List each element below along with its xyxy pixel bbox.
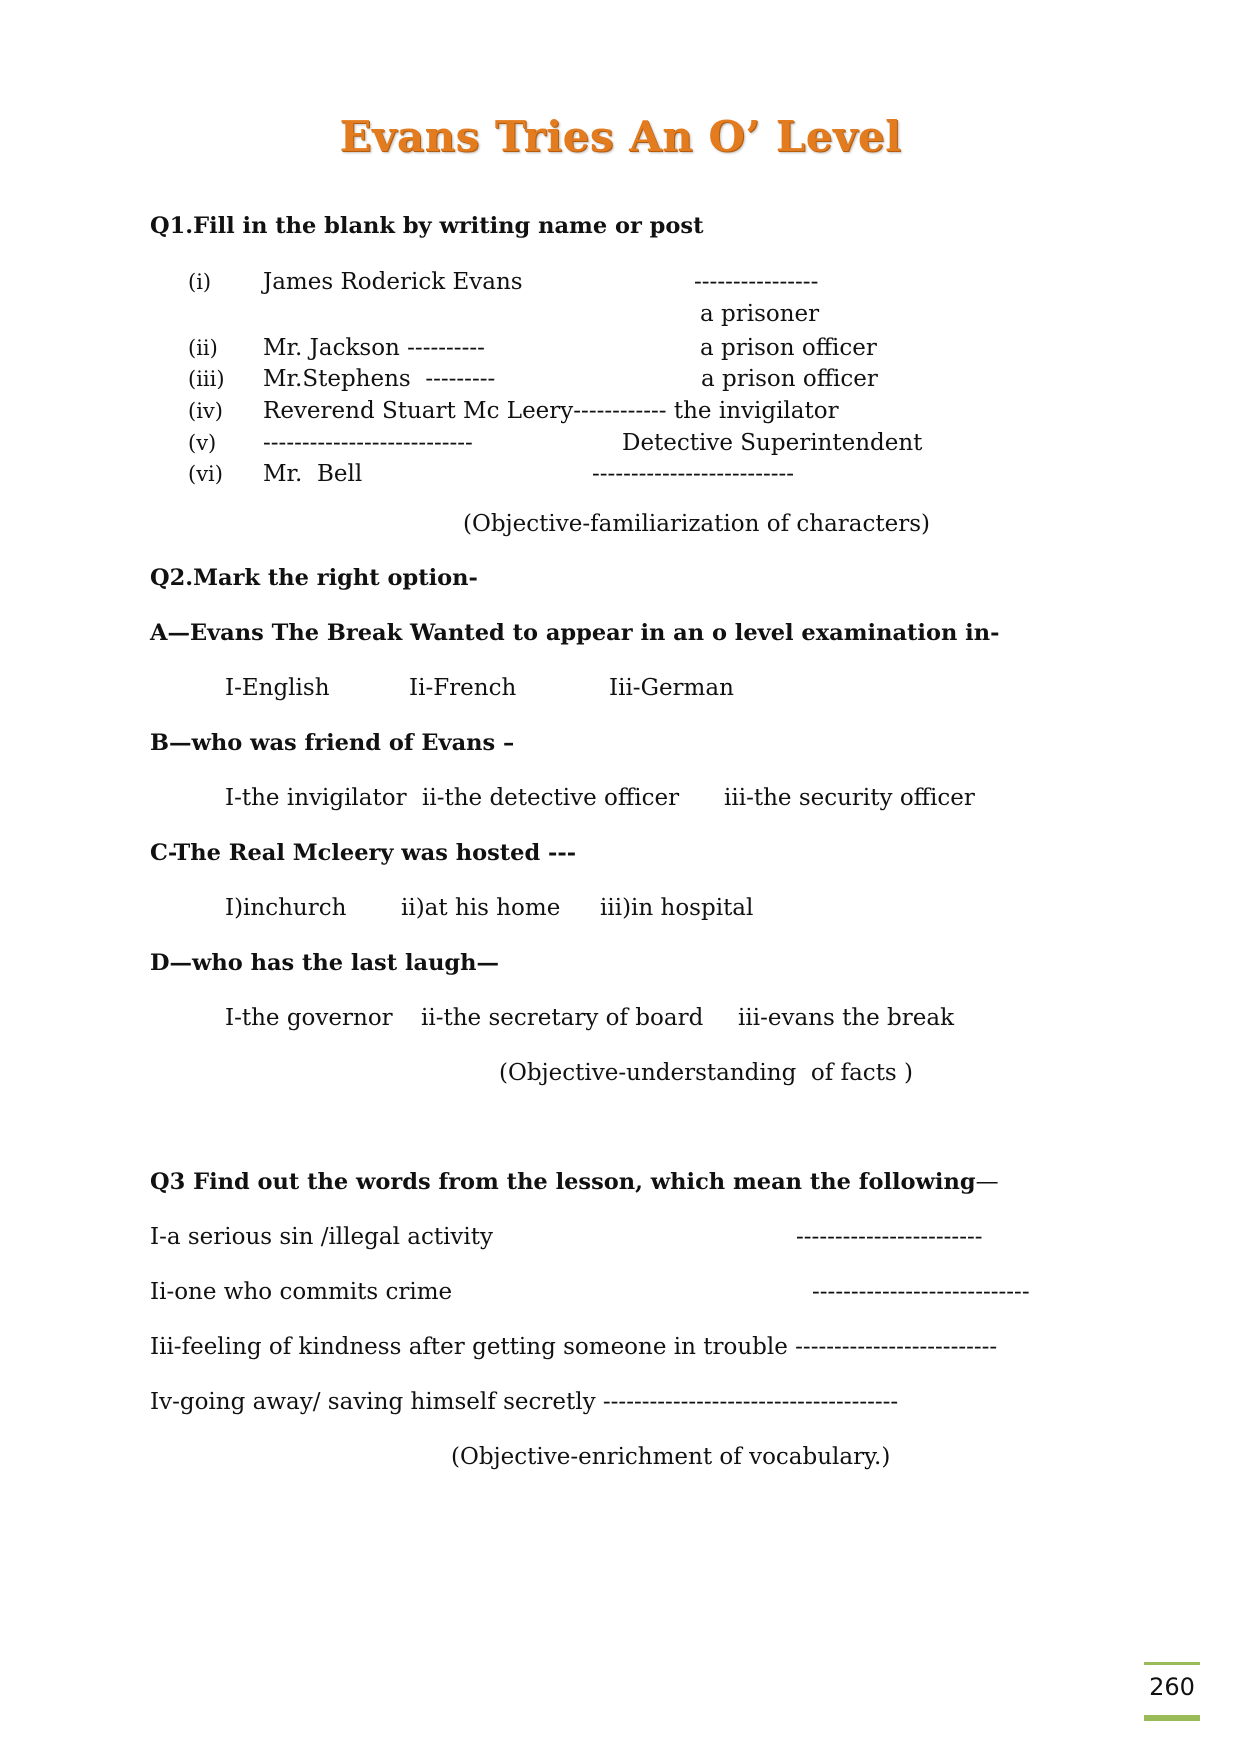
q2-c-option-1: I)inchurch (225, 895, 347, 921)
q2-question-c: C-The Real Mcleery was hosted --- (150, 840, 577, 866)
q3-item-text: Iv-going away/ saving himself secretly -------------------------------------- (150, 1389, 899, 1415)
q2-a-option-3: Iii-German (609, 675, 734, 701)
page-title: Evans Tries An O’ Level (339, 112, 902, 161)
q2-objective: (Objective-understanding of facts ) (499, 1060, 914, 1086)
q3-item-text: Iii-feeling of kindness after getting someone in trouble -------------------------- (150, 1334, 998, 1360)
q3-item-text: I-a serious sin /illegal activity (150, 1224, 494, 1250)
q1-heading: Q1.Fill in the blank by writing name or post (150, 213, 704, 239)
q1-row-left: Mr. Bell (263, 461, 363, 487)
q1-row-num: (v) (188, 431, 217, 455)
q1-row-left: Mr.Stephens --------- (263, 366, 496, 392)
q3-heading-dash: — (975, 1169, 999, 1195)
q2-d-option-1: I-the governor (225, 1005, 393, 1031)
q2-heading: Q2.Mark the right option- (150, 565, 478, 591)
q2-b-option-3: iii-the security officer (724, 785, 975, 811)
q2-question-d: D—who has the last laugh— (150, 950, 500, 976)
q1-row-num: (iv) (188, 399, 223, 423)
q2-b-option-1: I-the invigilator (225, 785, 407, 811)
q1-row-right: a prisoner (700, 301, 820, 327)
q1-row-num: (vi) (188, 462, 223, 486)
q3-item-text: Ii-one who commits crime (150, 1279, 453, 1305)
q1-row-right: Detective Superintendent (622, 430, 923, 456)
q2-b-option-2: ii-the detective officer (422, 785, 680, 811)
q3-objective: (Objective-enrichment of vocabulary.) (451, 1444, 891, 1470)
q1-row-left: Reverend Stuart Mc Leery------------ the invigilator (263, 398, 839, 424)
q2-question-b: B—who was friend of Evans – (150, 730, 515, 756)
q2-a-option-1: I-English (225, 675, 330, 701)
q1-row-right: a prison officer (701, 366, 878, 392)
q1-row-right: a prison officer (700, 335, 877, 361)
q2-c-option-3: iii)in hospital (600, 895, 754, 921)
q3-heading: Q3 Find out the words from the lesson, which mean the following (150, 1169, 976, 1195)
q1-row-num: (iii) (188, 367, 225, 391)
q1-row-right: -------------------------- (592, 461, 795, 487)
q2-question-a: A—Evans The Break Wanted to appear in an o level examination in- (150, 620, 1000, 646)
q1-row-left: Mr. Jackson ---------- (263, 335, 485, 361)
q3-heading-line (150, 1168, 999, 1196)
q3-item-blank: ------------------------ (796, 1224, 983, 1250)
q1-objective: (Objective-familiarization of characters) (463, 511, 931, 537)
q1-row-num: (i) (188, 270, 212, 294)
q1-row-left: --------------------------- (263, 430, 473, 456)
page-number: 260 (1149, 1673, 1195, 1701)
q2-d-option-3: iii-evans the break (738, 1005, 955, 1031)
q1-row-left: James Roderick Evans (263, 269, 523, 295)
q2-d-option-2: ii-the secretary of board (421, 1005, 704, 1031)
q1-row-num: (ii) (188, 336, 218, 360)
q3-item-blank: ---------------------------- (812, 1279, 1030, 1305)
q2-a-option-2: Ii-French (409, 675, 517, 701)
q1-row-right: ---------------- (694, 269, 819, 295)
q2-c-option-2: ii)at his home (401, 895, 561, 921)
page-number-box (1144, 1662, 1200, 1721)
